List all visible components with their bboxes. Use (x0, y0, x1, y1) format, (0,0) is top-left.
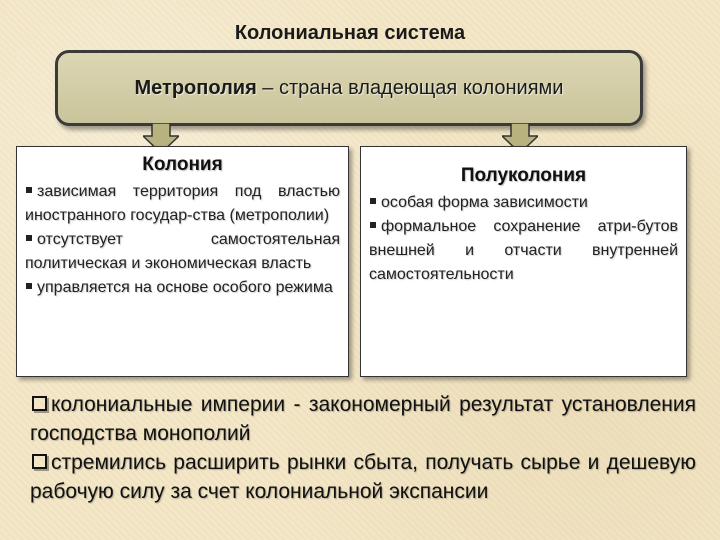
checkbox-bullet-icon (32, 454, 47, 469)
semicolony-title: Полуколония (460, 165, 587, 186)
checkbox-bullet-icon (32, 396, 47, 411)
colony-item: управляется на основе особого режима (25, 276, 340, 300)
square-bullet-icon (26, 187, 32, 193)
square-bullet-icon (370, 198, 376, 204)
colony-title: Колония (142, 154, 223, 175)
colony-box (16, 146, 349, 377)
semicolony-item: формальное сохранение атри-бутов внешней и отчасти внутренней самостоятельности (369, 218, 678, 283)
square-bullet-icon (26, 283, 32, 289)
conclusions-list (30, 390, 696, 506)
metropolis-term: Метрополия (134, 76, 257, 99)
conclusion-item: колониальные империи - закономерный результат установления господства монополий (30, 393, 696, 445)
semicolony-box (360, 146, 687, 377)
diagram-title: Колониальная система (234, 22, 466, 44)
semicolony-item: особая форма зависимости (369, 191, 678, 215)
colony-item: зависимая территория под властью иностранного государ-ства (метрополии) (25, 183, 340, 224)
metropolis-definition: – страна владеющая колониями (256, 76, 564, 99)
metropolis-box (55, 50, 643, 126)
square-bullet-icon (370, 222, 376, 228)
conclusion-item: стремились расширить рынки сбыта, получать сырье и дешевую рабочую силу за счет колониальной экспансии (30, 451, 696, 503)
square-bullet-icon (26, 235, 32, 241)
colony-item: отсутствует самостоятельная политическая и экономическая власть (25, 231, 340, 272)
